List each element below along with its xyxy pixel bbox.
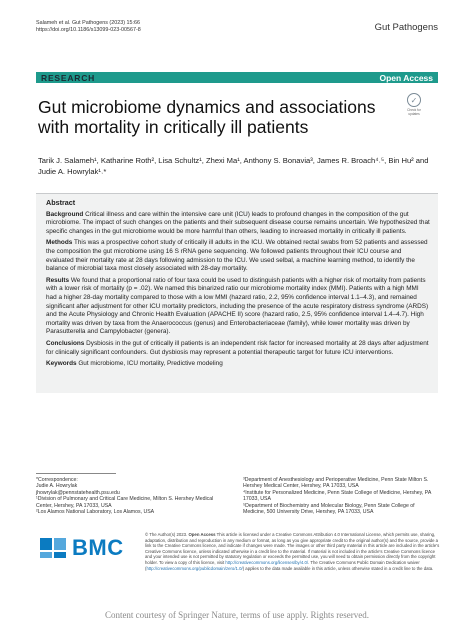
license-text	[145, 532, 440, 571]
license-end: ) applies to the data made available in this article, unless otherwise stated in a credit line to the data.	[242, 565, 434, 571]
footnotes-right	[243, 477, 438, 515]
public-domain-link[interactable]: http://creativecommons.org/publicdomain/zero/1.0/	[146, 565, 243, 571]
author-list: Tarik J. Salameh¹, Katharine Roth², Lisa Schultz¹, Zhexi Ma¹, Anthony S. Bonavia³, James R. Broach⁴˒⁵, Bin Hu² and Judie A. Howrylak¹˒*	[38, 156, 429, 176]
publisher-logo[interactable]	[38, 534, 138, 562]
publisher-name: BMC	[72, 535, 124, 560]
conclusions-text: Dysbiosis in the gut of critically ill patients is an independent risk factor for increased mortality at 28 days after adjustment for clinically significant confounders. Gut dysbiosis may represent a potential therapeutic target for future ICU interventions.	[46, 339, 429, 356]
conclusions-label: Conclusions	[46, 339, 85, 347]
license-mid: . The Creative Commons Public Domain Dedication waiver (	[145, 559, 420, 571]
abstract-results	[46, 277, 430, 337]
background-text: Critical illness and care within the intensive care unit (ICU) leads to profound changes in the composition of the gut microbiome. The impact of such changes on the patients and their subsequent disease course remains uncertain. We hypothesized that specific changes in the gut microbiome would be more harmful than others, leading to increased mortality in critically ill patients.	[46, 210, 430, 235]
citation-line: Salameh et al. Gut Pathogens (2023) 15:66	[36, 20, 140, 26]
check-for-updates-text: Check for updates	[407, 108, 421, 116]
results-text: We found that a proportional ratio of four taxa could be used to distinguish patients with a higher risk of mortality from patients with a lower risk of mortality (p = .02). We named this binarized ratio our microbiome mortality index (MMI). Patients with a high MMI had a higher 28-day mortality compared to those with a low MMI (hazard ratio, 2.2, 95% confidence interval 1.1–4.3), and remained significant after adjustment for other ICU mortality predictors, including the presence of the acute respiratory distress syndrome (ARDS) and the Acute Physiology and Chronic Health Evaluation (APACHE II) score (hazard ratio, 2.5, 95% confidence interval 1.4–4.7). High mortality was driven by taxa from the Anaerococcus (genus) and Enterobacteriaceae (family), while lower mortality was driven by Parasutterella and Campylobacter (genera).	[46, 276, 429, 336]
correspondence-email[interactable]: jhowrylak@pennstatehealth.psu.edu	[36, 489, 120, 496]
article-type-banner	[36, 72, 438, 83]
license-link[interactable]: http://creativecommons.org/licenses/by/4.0/	[225, 559, 309, 565]
running-head	[36, 20, 141, 34]
footnote-divider	[36, 473, 116, 474]
abstract-keywords	[46, 360, 430, 369]
abstract-background	[46, 211, 430, 237]
courtesy-line: Content courtesy of Springer Nature, terms of use apply. Rights reserved.	[104, 610, 370, 620]
check-for-updates-badge[interactable]	[402, 93, 426, 117]
background-label: Background	[46, 210, 84, 218]
correspondence-label: *Correspondence:	[36, 477, 78, 483]
footnotes-left	[36, 477, 226, 515]
methods-text: This was a prospective cohort study of critically ill adults in the ICU. We obtained rectal swabs from 52 patients and assessed the composition the gut microbiome using 16 S rRNA gene sequencing. We followed patients throughout their ICU course and evaluated their mortality rate at 28 days following admission to the ICU. We used selbal, a machine learning method, to identify the balance of microbial taxa most closely associated with 28-day mortality.	[46, 239, 428, 273]
article-title: Gut microbiome dynamics and associations with mortality in critically ill patients	[38, 97, 376, 137]
keywords-label: Keywords	[46, 360, 77, 368]
affiliation-1: ¹Division of Pulmonary and Critical Care Medicine, Milton S. Hershey Medical Center, Hershey, PA 17033, USA	[36, 496, 214, 509]
check-for-updates-icon: ✓	[407, 93, 421, 107]
license-open-access: Open Access	[188, 532, 216, 537]
methods-label: Methods	[46, 239, 73, 247]
license-body: This article is licensed under a Creative Commons Attribution 4.0 International License, which permits use, sharing, adaptation, distribution and reproduction in any medium or format, as long as you give appropriate credit to the original author(s) and the source, provide a link to the Creative Commons licence, and indicate if changes were made. The images or other third party material in this article are included in the article's Creative Commons licence, unless indicated otherwise in a credit line to the material. If material is not included in the article's Creative Commons licence and your intended use is not permitted by statutory regulation or exceeds the permitted use, you will need to obtain permission directly from the copyright holder. To view a copy of this licence, visit	[145, 532, 440, 565]
copyright-line: © The Author(s) 2023.	[145, 532, 188, 537]
results-label: Results	[46, 276, 70, 284]
abstract-heading: Abstract	[46, 198, 76, 207]
affiliation-4: ⁴Institute for Personalized Medicine, Penn State College of Medicine, Hershey, PA 17033, USA	[243, 489, 432, 503]
abstract-box	[36, 193, 438, 393]
abstract-conclusions	[46, 340, 430, 357]
abstract-methods	[46, 239, 430, 273]
keywords-text: Gut microbiome, ICU mortality, Predictive modeling	[78, 360, 223, 368]
affiliation-3: ³Department of Anesthesiology and Perioperative Medicine, Penn State Milton S. Hershey Medical Center, Hershey, PA 17033, USA	[243, 477, 429, 490]
article-type-label: RESEARCH	[41, 72, 96, 83]
open-access-label: Open Access	[379, 72, 433, 83]
correspondence-name: Judie A. Howrylak	[36, 483, 78, 490]
journal-name: Gut Pathogens	[374, 22, 438, 33]
doi-link[interactable]: https://doi.org/10.1186/s13099-023-00567-8	[36, 27, 141, 33]
bmc-logo-icon	[38, 536, 68, 560]
affiliation-5: ⁵Department of Biochemistry and Molecular Biology, Penn State College of Medicine, 500 University Drive, Hershey, PA 17033, USA	[243, 502, 415, 516]
affiliation-2: ²Los Alamos National Laboratory, Los Alamos, USA	[36, 509, 155, 516]
